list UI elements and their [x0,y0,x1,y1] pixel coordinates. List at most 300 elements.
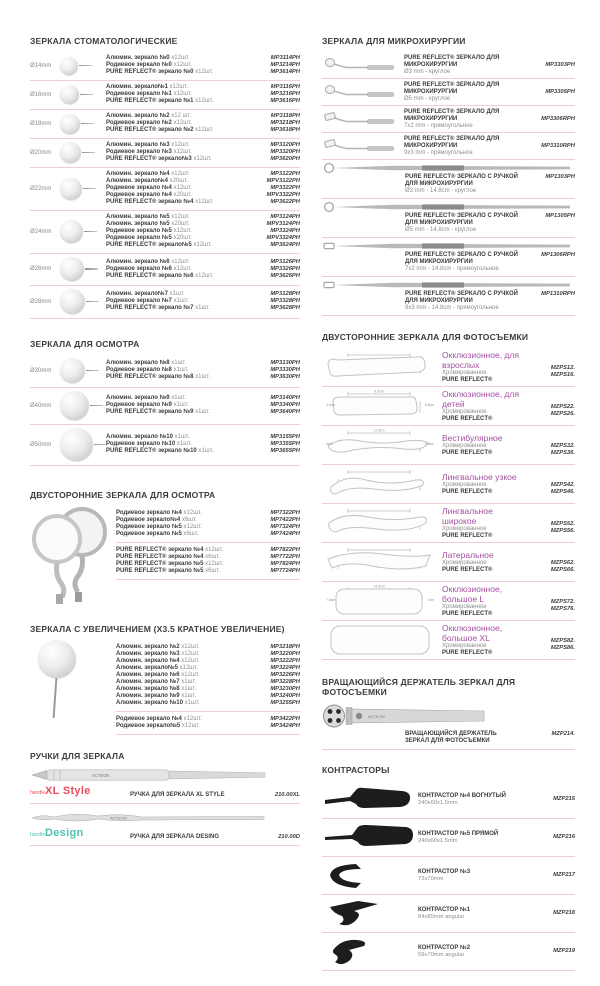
contrastor-image [322,785,416,815]
product-codes [521,252,575,259]
product-line: Родиевое зеркало №4 х12шт. [116,716,202,722]
photo-mirror-shape-image [322,350,436,384]
product-line: Родиевое зеркало №2 х12шт. [106,120,192,126]
product-photo [322,467,442,501]
micro-mirror-with-handle-image [322,240,572,252]
product-line: PURE REFLECT® зеркало №4 х12шт. [106,199,214,205]
product-name: КОНТРАСТОР №3 [418,868,471,875]
product-line: Алюмин. зеркало №0 х12шт. [106,55,190,61]
diameter-label: Ø20mm [30,149,52,156]
product-photo [322,389,442,423]
product-name: КОНТРАСТОР №2 [418,944,471,951]
product-name: PURE REFLECT® ЗЕРКАЛО С РУЧКОЙ ДЛЯ МИКРОХИРУРГИИ [405,213,518,226]
section-double-mirrors [30,490,300,604]
product-codes [246,547,300,575]
product-name: Окклюзионное, большое L [442,584,503,605]
mirror-handle-image [30,810,268,825]
product-codes [521,872,575,879]
product-codes [246,171,300,206]
product-descriptions [418,869,521,883]
mirror-photo [60,220,106,243]
product-code: MP3614PH [270,69,300,75]
product-line: PURE REFLECT® зеркало №1 х12шт. [106,98,214,104]
product-line: Алюмин. зеркало №3 х12шт. [116,651,200,657]
diameter-label: Ø30mm [30,367,52,374]
product-row [322,79,575,106]
product-descriptions [442,584,525,618]
product-descriptions [442,506,525,540]
product-code: MP7824PH [270,561,300,567]
product-code: MP3118PH [270,113,300,119]
product-line: Родиевое зеркало №4 х12шт. [106,185,192,191]
product-descriptions [106,142,246,163]
micro-mirror-image [322,110,396,128]
product-code: MZPS46. [550,489,575,495]
product-variant-pure-reflect: PURE REFLECT® [442,450,493,456]
product-name: ВРАЩАЮЩИЙСЯ ДЕРЖАТЕЛЬ ЗЕРКАЛ ДЛЯ ФОТОСЪЕМКИ [405,731,497,744]
product-name: PURE REFLECT® ЗЕРКАЛО С РУЧКОЙ ДЛЯ МИКРОХИРУРГИИ [405,252,518,265]
product-line: Алюмин. зеркало №10 х1шт. [116,700,200,706]
handle-item [30,767,300,804]
product-line: Алюмин. зеркало №9 х1шт. [106,395,187,401]
product-code: MP3218PH [270,120,300,126]
mirror-sphere-image [60,178,82,200]
product-line: PURE REFLECT® зеркало№5 х12шт. [106,242,212,248]
product-photo [322,823,418,853]
handle-logo [30,826,130,841]
product-code: MP3624PH [270,242,300,248]
product-code: MP3122PH [270,171,300,177]
product-row [30,52,300,81]
mirror-sphere-image [60,289,85,314]
svg-text:ACTEON: ACTEON [368,713,385,719]
product-descriptions [418,907,521,921]
product-codes [246,214,300,249]
product-codes [246,55,300,76]
product-code: MZP215 [553,796,575,802]
product-dimensions: 240х60х1.5mm [418,799,458,806]
product-line: Алюмин. зеркало №4 х12шт. [106,171,190,177]
product-descriptions [116,547,246,575]
product-code: MP3126PH [270,258,300,265]
product-code: MP3330PH [270,367,300,373]
mirror-photo [60,114,106,134]
product-code: MP3328PH [270,298,300,304]
contrastor-image [322,937,416,967]
product-name: Окклюзионное, большое XL [442,623,503,644]
product-variant-chrome: Хромированное [442,409,487,416]
section-title: ВРАЩАЮЩИЙСЯ ДЕРЖАТЕЛЬ ЗЕРКАЛ ДЛЯ ФОТОСЪЕМКИ [322,677,516,697]
product-code: MP3630PH [270,374,300,380]
product-variant-chrome: Хромированное [442,482,487,489]
diameter-label: Ø28mm [30,298,52,305]
product-row [322,106,575,133]
product-row [322,819,575,857]
handle-item [30,810,300,846]
product-code: MZPS16. [550,372,575,378]
product-descriptions [442,433,525,457]
product-descriptions [404,109,521,130]
product-descriptions [106,259,246,280]
micro-mirror-with-handle-image [322,279,572,291]
mirror-sphere-image [60,114,80,134]
product-name: Вестибулярное [442,433,503,444]
product-line: Алюмин. зеркало №10 х1шт. [106,434,190,440]
product-descriptions [106,113,246,134]
product-descriptions [106,214,246,249]
photo-mirrors-list [322,348,575,660]
diameter-label: Ø14mm [30,62,52,69]
product-photo [322,899,418,929]
contrastor-image [322,823,416,853]
product-name: КОНТРАСТОР №4 ВОГНУТЫЙ [418,792,506,799]
product-descriptions [442,389,525,423]
handle-label: РУЧКА ДЛЯ ЗЕРКАЛА DESING [130,834,220,840]
product-descriptions [418,831,521,845]
micro-mirror-with-handle-image [322,162,572,174]
product-codes [521,834,575,841]
product-variant-pure-reflect: PURE REFLECT® [442,377,493,383]
section-title: ДВУСТОРОННИЕ ЗЕРКАЛА ДЛЯ ФОТОСЪЕМКИ [322,332,529,342]
product-code: MP3616PH [270,98,300,104]
micro-mirror-image [322,56,396,74]
product-code: MP7324PH [270,524,300,530]
product-line: PURE REFLECT® зеркало №5 х6шт. [116,568,221,574]
product-photo [30,506,116,604]
svg-text:7cm: 7cm [427,598,434,602]
product-codes [521,948,575,955]
product-row [322,895,575,933]
product-line: PURE REFLECT® зеркало №4 х12шт. [116,547,224,553]
mirror-handles-list [30,767,300,846]
handle-logo-small: handle [30,832,46,838]
product-code: MP3128PH [270,291,300,297]
product-code: MP7422PH [270,517,300,523]
product-line: Родиевое зеркало №6 х12шт. [106,265,192,272]
product-line: Алюмин. зеркало №5 х12шт. [106,214,190,220]
product-line: Алюмин. зеркало №6 х12шт. [116,672,200,678]
product-row [30,388,300,425]
product-row [322,933,575,971]
product-code: MP3305PH [545,88,575,95]
svg-text:7.5cm: 7.5cm [326,598,336,602]
product-photo [322,506,442,540]
product-row [322,238,575,277]
mirror-sphere-image [60,257,84,281]
mirror-stem-image [85,268,98,270]
product-line: Родиевое зеркало №4 х12шт. [116,510,202,516]
product-code: MP3310RPH [541,142,575,149]
product-line: PURE REFLECT® зеркало №5 х12шт. [116,561,224,567]
section-microsurgery-mirrors [322,36,575,316]
product-spec: Ø5 mm - 14.8cm - круглое [405,227,477,233]
product-line: Алюмин. зеркало№5 х12шт. [116,665,198,671]
svg-text:4.6cm: 4.6cm [326,403,336,407]
product-spec: 7х2 mm - прямоугольное [404,122,473,129]
svg-text:5.6cm: 5.6cm [424,403,434,407]
product-line: Алюмин. зеркало №3 х12шт. [106,142,190,148]
section-contrastors [322,765,575,971]
product-line: Алюмин. зеркало №2 х12 шт. [106,113,192,119]
product-variant-pure-reflect: PURE REFLECT® [442,533,493,539]
product-code: MP3620PH [270,156,300,162]
product-descriptions [106,395,246,416]
micro-mirror-image [322,137,396,155]
product-row [30,110,300,139]
product-code: MP3220PH [270,651,300,657]
product-descriptions [418,793,521,807]
product-codes [521,291,575,298]
product-group [116,640,300,712]
photo-mirror-shape-image [322,467,436,501]
product-code: MZPS42. [550,482,575,488]
product-codes [521,89,575,96]
product-codes [525,433,575,457]
product-dimensions: 240х60х1.5mm [418,837,458,844]
product-name: PURE REFLECT® ЗЕРКАЛО ДЛЯ МИКРОХИРУРГИИ [404,108,500,122]
product-descriptions [418,945,521,959]
product-line: Алюмин. зеркало №8 х1шт. [106,360,187,366]
product-photo [322,937,418,967]
svg-text:ACTEON: ACTEON [92,772,110,778]
diameter-label: Ø40mm [30,402,52,409]
svg-text:14.5cm: 14.5cm [373,584,385,589]
mirror-stem-image [86,301,99,303]
product-row [322,426,575,465]
mirror-stem-image [90,405,103,407]
product-line: Родиевое зеркало №10 х1шт. [106,441,192,447]
product-line: PURE REFLECT® зеркало №2 х12шт. [106,127,214,133]
product-row [30,211,300,254]
mirror-handle-image [30,767,268,783]
product-codes [521,174,575,181]
product-line: PURE REFLECT® зеркало №7 х1шт. [106,305,211,311]
product-photo [322,428,442,462]
product-line: PURE REFLECT® зеркало №9 х1шт. [106,409,211,415]
product-line: Родиевое зеркало №5 х12шт. [116,524,202,530]
product-line: Алюмин. зеркало №5 х20шт. [106,221,190,227]
micro-mirror-with-handle-image [322,201,572,213]
rotating-holder-image [322,703,487,729]
product-dimensions: 84х85mm angular [418,913,465,920]
product-dimensions: 59х70mm angular [418,951,465,958]
product-descriptions [106,84,246,105]
product-code: MP3303PH [545,61,575,68]
product-codes [246,142,300,163]
mirror-sphere-image [60,358,85,383]
micro-mirror-image [322,83,396,101]
product-line: Алюмин. зеркало №2 х12шт. [116,644,200,650]
product-line: PURE REFLECT® зеркало №6 х12шт. [106,272,214,279]
product-code: MP3114PH [270,55,300,61]
product-code: MP3628PH [270,305,300,311]
mirror-photo [60,391,106,420]
product-code: MP3240PH [270,693,300,699]
mirror-photo [60,289,106,314]
photo-mirror-shape-image [322,623,436,657]
product-code: MP3216PH [270,91,300,97]
product-name: PURE REFLECT® ЗЕРКАЛО ДЛЯ МИКРОХИРУРГИИ [404,81,500,95]
product-photo [322,623,442,657]
product-line: Алюмин. зеркало №8 х1шт. [116,686,197,692]
section-title: ЗЕРКАЛА СТОМАТОЛОГИЧЕСКИЕ [30,36,178,46]
mirror-stem-image [81,123,94,125]
left-column [30,36,300,861]
double-sided-mirrors-image [30,506,110,604]
product-code: MP3222PH [270,658,300,664]
product-code: MZPS12. [550,365,575,371]
product-codes [521,143,575,150]
mirror-stem-image [79,65,92,67]
product-row [322,465,575,504]
product-row [322,199,575,238]
product-descriptions [404,55,521,76]
product-codes [246,360,300,381]
product-photo [322,110,404,128]
inspection-mirrors-list [30,355,300,466]
mirror-stem-image [82,152,95,154]
product-code: MZPS32. [550,443,575,449]
product-code: MP3306RPH [541,115,575,122]
section-photo-mirrors [322,332,575,660]
product-code: MZPS52. [550,521,575,527]
product-codes [521,116,575,123]
product-line: Алюмин. зеркало №6 х12шт. [106,258,190,265]
product-code: MPV3124PH [266,221,300,227]
mirror-sphere-image [60,85,79,104]
product-code: MP3322PH [270,185,300,191]
product-line: Родиевое зеркало №8 х1шт. [106,367,189,373]
product-descriptions [106,360,246,381]
mirror-stem-image [83,188,96,190]
product-code: MZPS22. [550,404,575,410]
product-row [30,425,300,466]
product-line: Родиевое зеркало №5 х6шт. [116,531,199,537]
product-descriptions [442,350,525,384]
product-descriptions [404,136,521,157]
product-code: MP3226PH [270,672,300,678]
product-row [322,781,575,819]
product-code: MP3214PH [270,62,300,68]
product-row [322,543,575,582]
product-photo [30,640,116,720]
product-code: MP3230PH [270,686,300,692]
product-line: PURE REFLECT® зеркало№3 х12шт. [106,156,212,162]
product-codes [525,355,575,379]
mirror-sphere-image [60,428,93,461]
product-codes [246,113,300,134]
product-code: MP3255PH [270,700,300,706]
mirror-sphere-image [60,220,83,243]
mirror-sphere-image [60,391,89,420]
dental-mirrors-list [30,52,300,319]
product-code: 210.00XL [274,792,300,798]
photo-mirror-shape-image [322,506,436,540]
product-codes [246,716,300,730]
product-codes [246,644,300,707]
product-code: MP3140PH [270,395,300,401]
mirror-photo [60,85,106,104]
product-codes [525,628,575,652]
product-code: MP7724PH [270,568,300,574]
product-code: MZP214. [551,731,575,737]
product-code: MZPS36. [550,450,575,456]
product-codes [246,84,300,105]
mirror-sphere-image [38,640,76,678]
product-row [322,133,575,160]
handle-logo-small: handle [30,790,46,796]
product-variant-chrome: Хромированное [442,526,487,533]
product-photo [322,785,418,815]
product-code: MZPS26. [550,411,575,417]
photo-mirror-shape-image [322,545,436,579]
product-line: Алюмин. зеркало №4 х12шт. [116,658,200,664]
section-title: ЗЕРКАЛА С УВЕЛИЧЕНИЕМ (Х3.5 КРАТНОЕ УВЕЛИЧЕНИЕ) [30,624,285,634]
product-descriptions [106,434,246,455]
product-codes [525,511,575,535]
product-row [322,348,575,387]
section-title: КОНТРАСТОРЫ [322,765,390,775]
mirror-photo [60,428,106,461]
product-code: MP1310RPH [541,291,575,297]
product-line: PURE REFLECT® зеркало №0 х12шт. [106,69,214,75]
product-code: MZP216 [553,834,575,840]
product-code: MP7822PH [270,547,300,553]
product-code: MP3340PH [270,402,300,408]
product-photo [322,83,404,101]
product-row [30,355,300,388]
product-codes [521,910,575,917]
product-photo [322,545,442,579]
mirror-photo [60,142,106,163]
product-code: MP3224PH [270,665,300,671]
section-rotating-holder [322,677,575,750]
product-group [116,506,300,543]
product-code: MP3324PH [270,228,300,234]
product-variant-chrome: Хромированное [442,643,487,650]
product-code: MZPS82. [550,638,575,644]
product-descriptions [405,252,521,273]
product-line: Алюмин. зеркало№4 х20шт. [106,178,188,184]
product-variant-chrome: Хромированное [442,370,487,377]
product-code: MPV3324PH [266,235,300,241]
product-code: MZPS86. [550,645,575,651]
product-row [322,582,575,621]
section-title: ЗЕРКАЛА ДЛЯ МИКРОХИРУРГИИ [322,36,466,46]
product-name: Лингвальное узкое [442,472,517,483]
product-spec: 7х2 mm - 14.8cm - прямоугольное [405,266,499,272]
product-code: MP7424PH [270,531,300,537]
diameter-label: Ø16mm [30,91,52,98]
product-code: MP3626PH [270,272,300,279]
product-spec: Ø3 mm - круглое [404,68,451,75]
product-descriptions [442,550,525,574]
mirror-sphere-image [60,142,81,163]
section-title: ДВУСТОРОННИЕ ЗЕРКАЛА ДЛЯ ОСМОТРА [30,490,216,500]
section-dental-mirrors [30,36,300,319]
svg-text:ACTEON: ACTEON [110,815,127,821]
handle-logo-big: Design [45,827,84,839]
product-group [116,543,300,580]
product-variant-pure-reflect: PURE REFLECT® [442,489,493,495]
section-magnifying-mirrors [30,624,300,735]
magnifying-mirror-image [30,640,90,720]
product-code: MZP219 [553,948,575,954]
mirror-pin-image [53,678,57,718]
product-codes [246,395,300,416]
product-line: Родиевое зеркало №5 х20шт. [106,235,192,241]
product-codes [246,291,300,312]
